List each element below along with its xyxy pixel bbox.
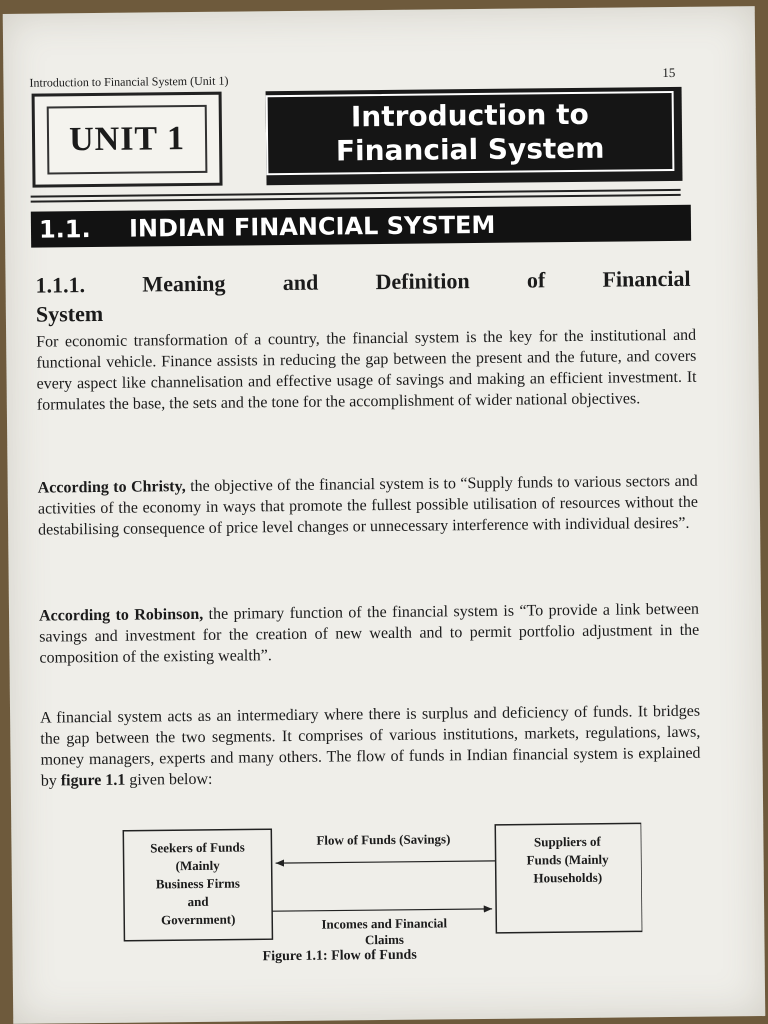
- section-title: INDIAN FINANCIAL SYSTEM: [128, 210, 496, 243]
- paragraph-intro: For economic transformation of a country, the financial system is the key for the institutional and functional vehicle. Finance assists in reducing the gap between the present and the future, and covers every aspect like channelisation and effective usage of savings and making an efficient investment. It formulates the base, the sets and the tone for the accomplishment of wider national objectives.: [36, 326, 697, 414]
- claims-arrow: [272, 909, 492, 911]
- claims-arrow-label: Incomes and Financial: [321, 915, 448, 932]
- claims-arrow-label: Claims: [364, 931, 405, 948]
- paragraph-intermediary: [40, 701, 701, 792]
- savings-arrow-label: Flow of Funds (Savings): [316, 831, 451, 848]
- page-number: 15: [662, 64, 676, 81]
- suppliers-line: Households): [533, 869, 603, 886]
- unit-title: [266, 91, 675, 175]
- savings-arrow: [276, 861, 496, 863]
- figure-caption: Figure 1.1: Flow of Funds: [262, 947, 417, 965]
- running-header: Introduction to Financial System (Unit 1): [29, 73, 229, 90]
- seekers-line: (Mainly: [175, 857, 220, 874]
- section-number: 1.1.: [38, 215, 91, 244]
- suppliers-line: Funds (Mainly: [526, 851, 609, 868]
- seekers-line: and: [187, 893, 209, 910]
- robinson-text: the primary function of the financial system is “To provide a link between savings and investment for the creation of new wealth and to permit portfolio adjustment in the composition of the existing wealth”.: [39, 600, 700, 667]
- subsection-heading-cont: System: [35, 300, 104, 327]
- suppliers-line: Suppliers of: [533, 833, 601, 850]
- book-page: [3, 6, 766, 1024]
- christy-lead: According to Christy,: [37, 478, 186, 497]
- unit-label-box: [32, 92, 223, 188]
- unit-label: UNIT 1: [47, 105, 208, 175]
- intermediary-text: A financial system acts as an intermediary where there is surplus and deficiency of funds. It bridges the gap between the two segments. It comprises of various institutions, markets, regulations, laws, money managers, experts and many others. The flow of funds in Indian financial system is explained by: [40, 702, 701, 790]
- subsection-heading: 1.1.1. Meaning and Definition of Financial: [35, 265, 691, 298]
- seekers-line: Seekers of Funds: [150, 839, 245, 856]
- paragraph-christy: [38, 471, 699, 541]
- intermediary-end: given below:: [125, 770, 213, 789]
- seekers-line: Business Firms: [155, 875, 241, 892]
- figure-reference: figure 1.1: [60, 771, 126, 790]
- section-heading: [31, 205, 691, 248]
- seekers-line: Government): [160, 911, 236, 928]
- unit-title-line2: Financial System: [335, 131, 605, 168]
- christy-text: the objective of the financial system is to “Supply funds to various sectors and activities of the economy in ways that promote the fullest possible utilisation of resources without the destabilising consequence of price level changes or unnecessary interference with individual desires”.: [37, 472, 698, 539]
- flow-of-funds-diagram: [121, 815, 642, 950]
- paragraph-robinson: [39, 599, 700, 669]
- robinson-lead: According to Robinson,: [38, 605, 204, 625]
- unit-title-line1: Introduction to: [350, 97, 589, 134]
